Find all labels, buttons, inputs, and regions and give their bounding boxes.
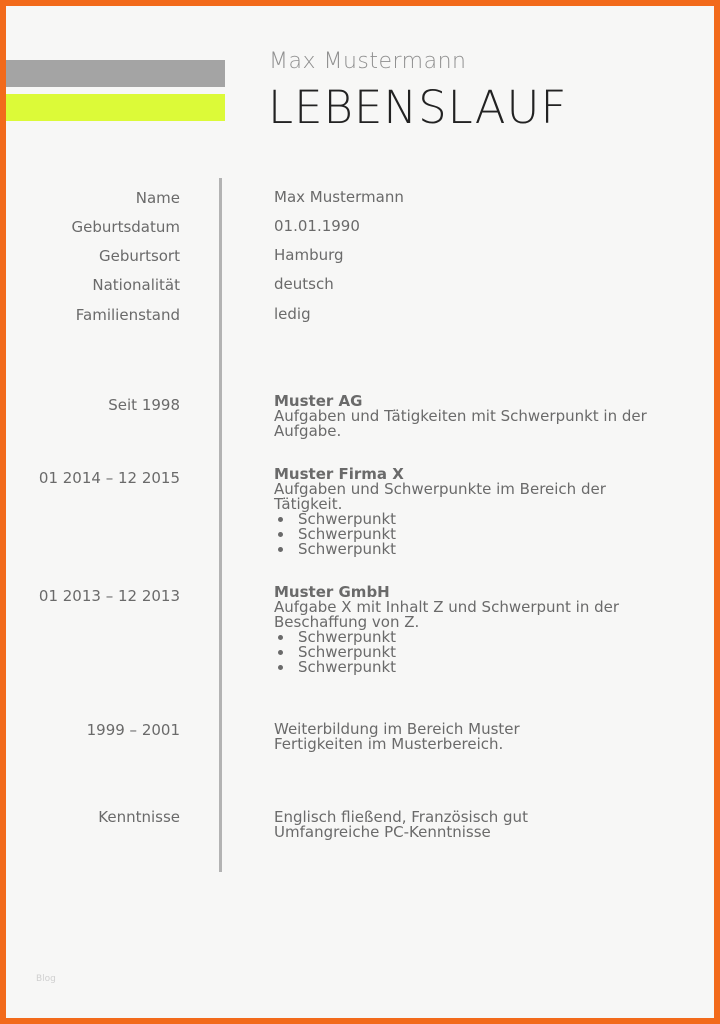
cv-page — [6, 6, 714, 1018]
label-birthdate: Geburtsdatum — [71, 218, 180, 236]
skills-entry — [274, 810, 654, 840]
value-marital-status: ledig — [274, 305, 311, 323]
period-job-3: 01 2013 – 12 2013 — [38, 587, 180, 605]
vertical-divider — [219, 178, 222, 872]
skills-line-1: Englisch fließend, Französisch gut — [274, 808, 528, 826]
list-item: • Schwerpunkt — [294, 630, 654, 645]
value-nationality: deutsch — [274, 275, 334, 293]
list-item: • Schwerpunkt — [294, 542, 654, 557]
education-entry — [274, 722, 654, 752]
company-name: Muster Firma X — [274, 465, 404, 483]
list-item: • Schwerpunkt — [294, 660, 654, 675]
label-name: Name — [135, 189, 180, 207]
list-item: • Schwerpunkt — [294, 645, 654, 660]
period-job-2: 01 2014 – 12 2015 — [38, 469, 180, 487]
bullet-list — [274, 512, 654, 557]
period-job-1: Seit 1998 — [108, 396, 180, 414]
education-line-2: Fertigkeiten im Musterbereich. — [274, 735, 504, 753]
job-description: Aufgaben und Schwerpunkte im Bereich der Tätigkeit. — [274, 480, 606, 513]
green-accent-bar — [6, 94, 225, 121]
job-entry-1 — [274, 394, 654, 439]
education-line-1: Weiterbildung im Bereich Muster — [274, 720, 520, 738]
job-description: Aufgabe X mit Inhalt Z und Schwerpunt in der Beschaffung von Z. — [274, 598, 620, 631]
bullet-list — [274, 630, 654, 675]
label-skills: Kenntnisse — [98, 808, 180, 826]
value-name: Max Mustermann — [274, 188, 404, 206]
list-item: • Schwerpunkt — [294, 512, 654, 527]
company-name: Muster AG — [274, 392, 363, 410]
company-name: Muster GmbH — [274, 583, 390, 601]
label-birthplace: Geburtsort — [99, 247, 180, 265]
gray-accent-bar — [6, 60, 225, 87]
list-item: • Schwerpunkt — [294, 527, 654, 542]
job-entry-3 — [274, 585, 654, 675]
page-title: LEBENSLAUF — [268, 81, 568, 134]
label-nationality: Nationalität — [92, 276, 180, 294]
label-marital-status: Familienstand — [75, 306, 180, 324]
header-name: Max Mustermann — [269, 49, 467, 74]
value-birthplace: Hamburg — [274, 246, 344, 264]
skills-line-2: Umfangreiche PC-Kenntnisse — [274, 823, 491, 841]
period-education: 1999 – 2001 — [86, 721, 180, 739]
footer-watermark: Blog — [36, 974, 56, 984]
value-birthdate: 01.01.1990 — [274, 217, 360, 235]
job-entry-2 — [274, 467, 654, 557]
job-description: Aufgaben und Tätigkeiten mit Schwerpunkt in der Aufgabe. — [274, 407, 647, 440]
